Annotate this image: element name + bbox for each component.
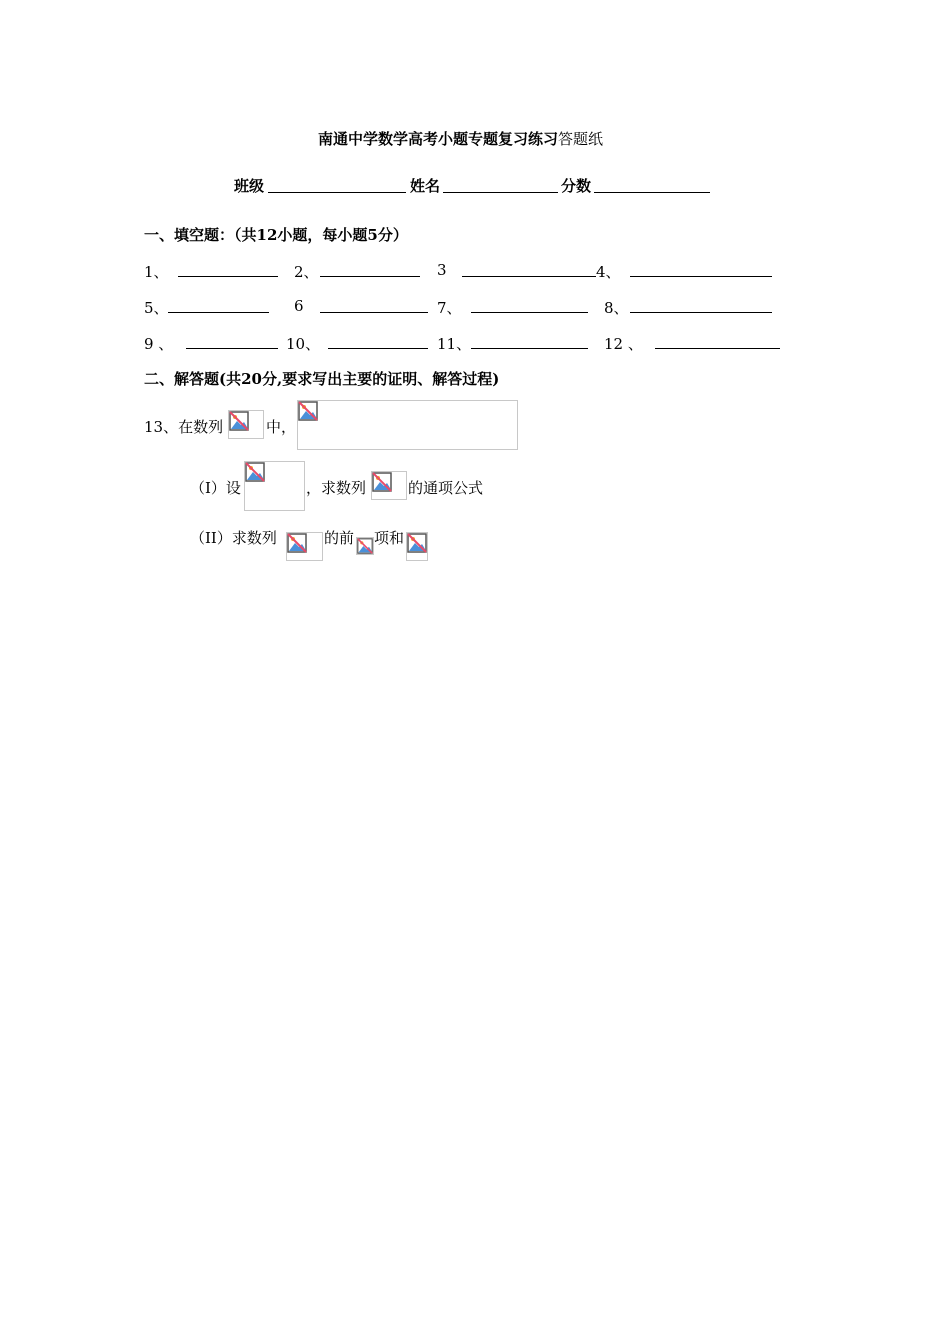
q13-mid: 中， bbox=[266, 418, 297, 436]
answer-number-5: 5、 bbox=[144, 299, 169, 317]
q13-part1-tail: 的通项公式 bbox=[408, 479, 484, 497]
answer-blank-10[interactable] bbox=[328, 348, 428, 349]
q13-part2-tail: 项和 bbox=[374, 529, 405, 547]
answer-number-9: 9 、 bbox=[144, 335, 174, 353]
class-field[interactable] bbox=[268, 192, 406, 193]
answer-blank-2[interactable] bbox=[320, 276, 420, 277]
answer-blank-11[interactable] bbox=[471, 348, 588, 349]
answer-number-12: 12 、 bbox=[604, 335, 643, 353]
score-field[interactable] bbox=[594, 192, 710, 193]
q13-prefix: 13、在数列 bbox=[144, 418, 224, 436]
answer-number-10: 10、 bbox=[286, 335, 321, 353]
formula-image-icon bbox=[297, 400, 518, 450]
answer-blank-1[interactable] bbox=[178, 276, 278, 277]
answer-blank-12[interactable] bbox=[655, 348, 780, 349]
answer-blank-5[interactable] bbox=[168, 312, 269, 313]
q13-part1-mid: ，求数列 bbox=[306, 479, 367, 497]
formula-image-icon bbox=[356, 537, 374, 555]
answer-blank-4[interactable] bbox=[630, 276, 772, 277]
page-title-suffix: 答题纸 bbox=[558, 130, 604, 148]
class-label: 班级 bbox=[234, 177, 265, 195]
answer-blank-6[interactable] bbox=[320, 312, 428, 313]
answer-number-1: 1、 bbox=[144, 263, 169, 281]
answer-blank-8[interactable] bbox=[630, 312, 772, 313]
page-title bbox=[318, 128, 603, 149]
score-label: 分数 bbox=[561, 177, 592, 195]
name-label: 姓名 bbox=[410, 177, 441, 195]
name-field[interactable] bbox=[443, 192, 558, 193]
answer-number-8: 8、 bbox=[604, 299, 629, 317]
answer-number-7: 7、 bbox=[437, 299, 462, 317]
answer-number-4: 4、 bbox=[596, 263, 621, 281]
formula-image-icon bbox=[406, 532, 428, 561]
answer-number-2: 2、 bbox=[294, 263, 319, 281]
answer-number-11: 11、 bbox=[437, 335, 472, 353]
formula-image-icon bbox=[244, 461, 305, 511]
q13-part2-mid: 的前 bbox=[324, 529, 355, 547]
q13-part1-lead: （I）设 bbox=[190, 479, 241, 497]
answer-blank-7[interactable] bbox=[471, 312, 588, 313]
answer-number-6: 6 bbox=[294, 297, 304, 315]
formula-image-icon bbox=[371, 471, 407, 500]
answer-number-3: 3 bbox=[437, 261, 447, 279]
page-title-main: 南通中学数学高考小题专题复习练习 bbox=[318, 130, 559, 148]
section1-heading: 一、填空题：（共12小题，每小题5分） bbox=[144, 226, 408, 244]
q13-part2-lead: （II）求数列 bbox=[190, 529, 277, 547]
answer-blank-9[interactable] bbox=[186, 348, 278, 349]
formula-image-icon bbox=[228, 410, 264, 439]
formula-image-icon bbox=[286, 532, 323, 561]
answer-blank-3[interactable] bbox=[462, 276, 596, 277]
section2-heading: 二、解答题(共20分,要求写出主要的证明、解答过程) bbox=[144, 370, 500, 388]
